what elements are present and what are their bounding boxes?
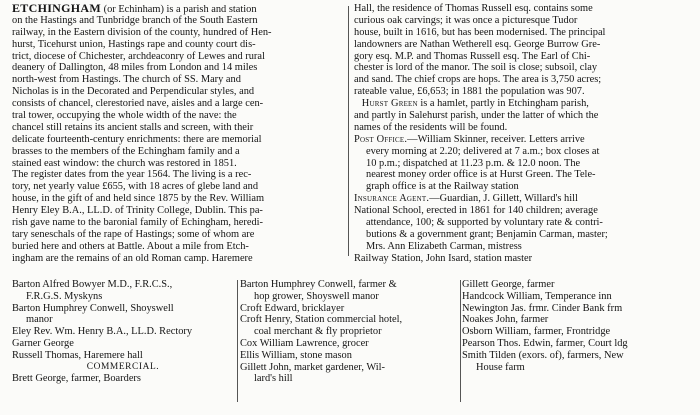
post-office-line — [354, 134, 692, 146]
resident-entry: Barton Alfred Bowyer M.D., F.R.C.S., — [12, 279, 173, 290]
resident-entry: Russell Thomas, Haremere hall — [12, 349, 143, 361]
residents-column-b — [240, 279, 458, 413]
description-line: consists of chancel, clerestoried nave, aisles and a large cen- — [12, 98, 264, 110]
description-line: The register dates from the year 1564. The living is a rec- — [12, 169, 252, 181]
resident-entry: Barton Humphrey Conwell, farmer & — [240, 279, 397, 290]
description-line: railway, in the Eastern division of the county, hundred of Hen- — [12, 26, 272, 38]
school-line: National School, erected in 1861 for 140 children; average — [354, 205, 598, 217]
description-line: trict, diocese of Chichester, archdeaconry of Lewes and rural — [12, 50, 265, 62]
place-name: ETCHINGHAM — [12, 3, 102, 15]
description-line: north-west from Hastings. The church of SS. Mary and — [12, 74, 241, 86]
post-office-line: 10 p.m.; dispatched at 11.23 p.m. & 12.0 noon. The — [366, 157, 581, 169]
description-line: buried here and others at Battle. About a mile from Etch- — [12, 240, 249, 252]
description-line: Hall, the residence of Thomas Russell esq. contains some — [354, 3, 593, 14]
post-office-line: graph office is at the Railway station — [366, 181, 519, 193]
post-office-label: Post Office. — [354, 133, 408, 145]
description-line: tral tower, occupying the whole width of the nave: the — [12, 110, 237, 122]
description-line: stained east window: the church was restored in 1851. — [12, 157, 237, 169]
resident-entry-continued: lard's hill — [254, 373, 293, 385]
insurance-agent-line — [354, 193, 692, 205]
resident-entry: Gillett John, market gardener, Wil- — [240, 361, 385, 373]
hurst-green-line: and partly in Salehurst parish, under the latter of which the — [354, 110, 599, 122]
description-line: Henry Eley B.A., LL.D. of Trinity College, Dublin. This pa- — [12, 205, 263, 217]
description-line: house, in the gift of and held since 1875 by the Rev. William — [12, 193, 265, 205]
residents-column-c — [462, 279, 694, 413]
commercial-heading: COMMERCIAL. — [86, 361, 160, 372]
entry-heading-line — [12, 3, 342, 15]
description-line: brasses to the members of the Echingham family and a — [12, 145, 240, 157]
school-line: attendance, 100; & supported by voluntary rate & contri- — [366, 217, 603, 229]
description-line: chester is lord of the manor. The soil is close; subsoil, clay — [354, 62, 598, 74]
column-rule — [348, 6, 349, 256]
resident-entry: Smith Tilden (exors. of), farmers, New — [462, 349, 624, 361]
resident-entry: Brett George, farmer, Boarders — [12, 373, 141, 385]
description-line: landowners are Nathan Wetherell esq. George Burrow Gre- — [354, 38, 601, 50]
description-line: rish gave name to the baronial family of Echingham, heredi- — [12, 217, 264, 229]
place-intro: (or Echinham) is a parish and station — [101, 4, 257, 15]
resident-entry: Barton Humphrey Conwell, Shoyswell — [12, 302, 174, 314]
description-line: tory, net yearly value £655, with 18 acres of glebe land and — [12, 181, 259, 193]
description-line: house, built in 1616, but has been modernised. The principal — [354, 26, 606, 38]
insurance-agent-label: Insurance Agent. — [354, 193, 430, 205]
description-line: ingham are the remains of an old Roman camp. Haremere — [12, 252, 253, 264]
resident-entry: Handcock William, Temperance inn — [462, 290, 612, 302]
description-line: on the Hastings and Tunbridge branch of the South Eastern — [12, 14, 258, 26]
hurst-green-line: names of the residents will be found. — [354, 121, 508, 133]
resident-entry: Eley Rev. Wm. Henry B.A., LL.D. Rectory — [12, 326, 193, 338]
post-office-line: nearest money order office is at Hurst Green. The Tele- — [366, 169, 596, 181]
resident-entry: Pearson Thos. Edwin, farmer, Court ldg — [462, 337, 628, 349]
resident-entry-continued: coal merchant & fly proprietor — [254, 326, 382, 338]
hurst-green-text: is a hamlet, partly in Etchingham parish, — [417, 98, 589, 110]
resident-entry: Newington Jas. frmr. Cinder Bank frm — [462, 302, 623, 314]
residents-column-a — [12, 279, 234, 413]
description-line: delicate fourteenth-century enrichments: there are memorial — [12, 133, 262, 145]
description-line: tary seneschals of the rape of Hastings; some of whom are — [12, 228, 255, 240]
resident-entry: Ellis William, stone mason — [240, 349, 352, 361]
description-line: Nicholas is in the Decorated and Perpendicular styles, and — [12, 86, 255, 98]
resident-entry-continued: hop grower, Shoyswell manor — [254, 290, 379, 302]
description-line: curious oak carvings; it was once a picturesque Tudor — [354, 14, 578, 26]
description-line: rateable value, £6,653; in 1881 the population was 907. — [354, 86, 585, 98]
hurst-green-label: Hurst Green — [361, 98, 418, 110]
directory-column-rule — [237, 280, 238, 402]
parish-description-right-column — [354, 3, 692, 265]
resident-entry-continued: House farm — [476, 361, 525, 373]
directory-column-rule — [460, 280, 461, 402]
post-office-text: —William Skinner, receiver. Letters arrive — [407, 133, 585, 145]
hurst-green-line — [354, 98, 692, 110]
school-line: Mrs. Ann Elizabeth Carman, mistress — [366, 240, 522, 252]
description-line: chancel still retains its ancient stalls and screen, with their — [12, 121, 254, 133]
resident-entry: Garner George — [12, 337, 74, 349]
description-line: gory esq. M.P. and Thomas Russell esq. The Earl of Chi- — [354, 50, 591, 62]
resident-entry: Gillett George, farmer — [462, 279, 555, 290]
description-line: deanery of Dallington, 48 miles from London and 14 miles — [12, 62, 258, 74]
parish-description-left-column — [12, 3, 342, 265]
resident-entry: Cox William Lawrence, grocer — [240, 337, 369, 349]
resident-entry: Osborn William, farmer, Frontridge — [462, 326, 611, 338]
resident-entry-continued: F.R.G.S. Myskyns — [26, 290, 103, 302]
post-office-line: every morning at 2.20; delivered at 7 a.m.; box closes at — [366, 145, 600, 157]
school-line: butions & a government grant; Benjamin Carman, master; — [366, 228, 608, 240]
resident-entry: Croft Henry, Station commercial hotel, — [240, 314, 403, 326]
resident-entry-continued: manor — [26, 314, 53, 326]
resident-entry: Croft Edward, bricklayer — [240, 302, 345, 314]
resident-entry: Noakes John, farmer — [462, 314, 549, 326]
description-line: and sand. The chief crops are hops. The area is 3,750 acres; — [354, 74, 602, 86]
description-line: hurst, Ticehurst union, Hastings rape and county court dis- — [12, 38, 256, 50]
railway-station-line: Railway Station, John Isard, station master — [354, 252, 533, 264]
insurance-agent-text: —Guardian, J. Gillett, Willard's hill — [429, 193, 578, 205]
